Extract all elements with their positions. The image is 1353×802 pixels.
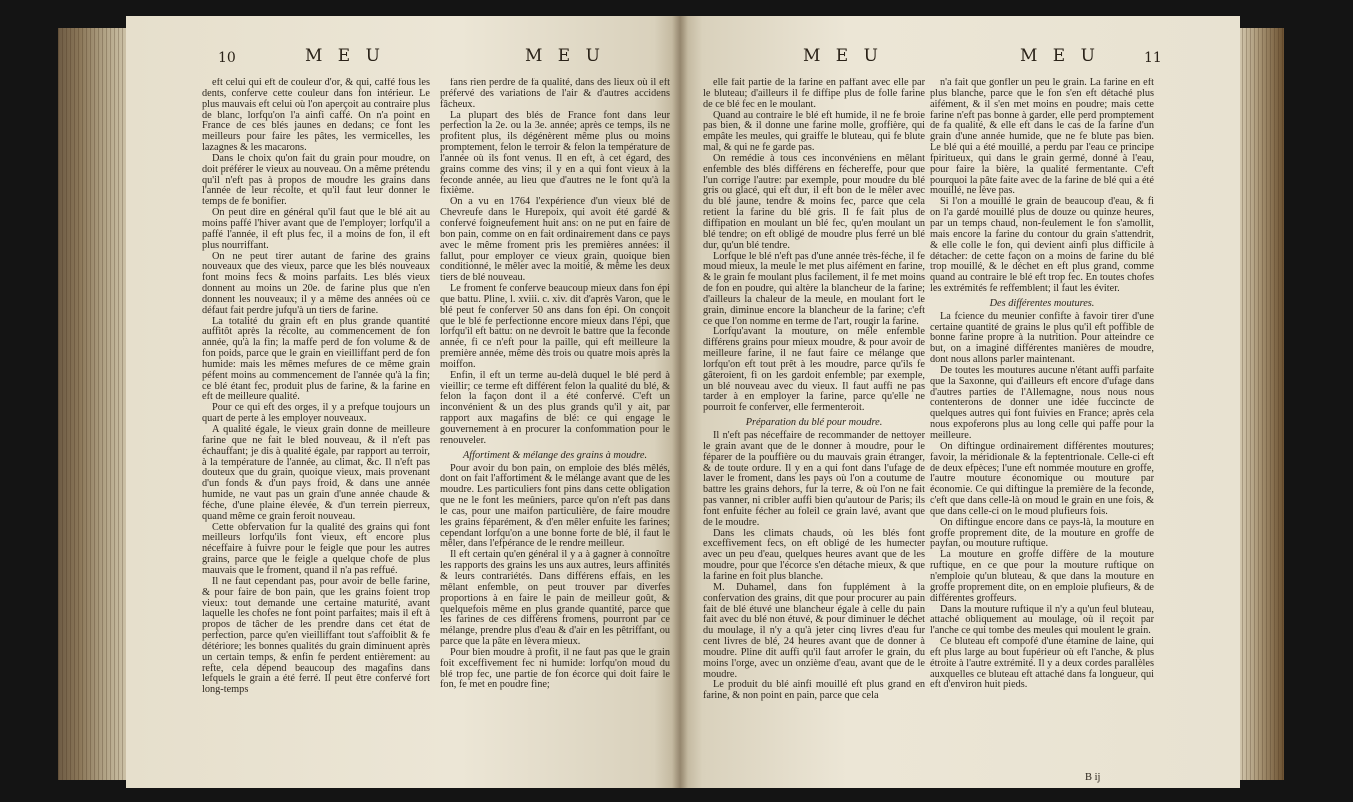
paragraph: On diftingue ordinairement différentes moutures; favoir, la méridionale & la feptentrionale. Celle-ci eft de deux efpèces; l'une eft nommée mouture en groffe, l'autre mouture économique ou mouture par économie. Ce qui diftingue la première de la feconde, c'eft que dans celle-là on moud le grain en une fois, & que dans celle-ci on le moud plufieurs fois. (930, 440, 1154, 517)
paragraph: Lorfqu'avant la mouture, on mêle enfemble différens grains pour mieux moudre, & pour avoir de meilleure farine, il ne faut faire ce mélange que lorfqu'on eft tout prêt à les moudre, parce qu'ils fe gâteroient, fi on les gardoit enfemble; par exemple, un blé nouveau avec du vieux. Il faut auffi ne pas tarder à en employer la farine, parce qu'elle ne pourroit fe conferver, elle fermenteroit. (703, 326, 925, 414)
paragraph: De toutes les moutures aucune n'étant auffi parfaite que la Saxonne, qui d'ailleurs eft encore d'ufage dans d'autres parties de l'Allemagne, nous nous nous contenterons de donner une idée fuccincte de quelques autres qui font fuivies en France; après cela nous expoferons plus au long celle qui paffe pour la meilleure. (930, 364, 1154, 441)
right-running-head: M E U (803, 46, 883, 66)
left-running-head-2: M E U (525, 46, 605, 66)
paragraph: La totalité du grain eft en plus grande quantité auffitôt après la récolte, au commencement de fon année, qu'à la fin; la maffe perd de fon volume & de fon poids, parce que le grain en vieilliffant perd de fon humide: mais les mêmes mefures de ce même grain péfent moins au commencement de l'année qu'à la fin; ce blé étant fec, produit plus de farine, & la farine en eft de meilleure qualité. (202, 315, 430, 403)
section-heading: Préparation du blé pour moudre. (745, 417, 883, 429)
book-gutter (672, 16, 688, 788)
paragraph: fans rien perdre de fa qualité, dans des lieux où il eft préfervé des variations de l'air & d'autres accidens fâcheux. (440, 78, 670, 110)
paragraph: La mouture en groffe diffère de la mouture ruftique, en ce que pour la mouture ruftique on n'emploie qu'un bluteau, & que dans la mouture en groffe proprement dite, on en emploie plufieurs, & de différentes groffeurs. (930, 549, 1154, 604)
paragraph: Enfin, il eft un terme au-delà duquel le blé perd à vieillir; ce terme eft différent felon la qualité du blé, & felon la façon dont il a été confervé. C'eft un inconvénient & un des plus grands qu'il y ait, par rapport aux magafins de blé: ce qui engage le gouvernement à en procurer la confommation pour le renouveler. (440, 369, 670, 446)
paragraph: Lorfque le blé n'eft pas d'une année très-féche, il fe moud mieux, la meule le met plus aifément en farine, & le grain fe moulant plus facilement, il fe met moins de fon en poudre, qui altère la blancheur de la farine; d'ailleurs la chaleur de la meule, en moulant fort le grain, diminue encore la blancheur de la farine; c'eft ce que l'on nomme en terme de l'art, rougir la farine. (703, 250, 925, 327)
paragraph: Ce bluteau eft compofé d'une étamine de laine, qui eft plus large au bout fupérieur où eft l'anche, & plus étroite à l'autre extrémité. Il y a deux cordes parallèles auxquelles ce bluteau eft attaché dans fa longueur, qui eft d'environ huit pieds. (930, 636, 1154, 691)
paragraph: La plupart des blés de France font dans leur perfection la 2e. ou la 3e. année; après ce temps, ils ne profitent plus, ils dégénèrent même plus ou moins promptement, felon le terroir & felon la température de l'année où ils font venus. Il en eft, à cet égard, des grains comme des vins; il y en a qui font vieux à la feconde année, au lieu que d'autres ne le font qu'à la fixième. (440, 109, 670, 197)
signature-mark: B ij (1085, 772, 1101, 783)
paragraph: Dans le choix qu'on fait du grain pour moudre, on doit préférer le vieux au nouveau. On a même prétendu qu'il n'eft pas à propos de moudre les grains dans l'année de leur récolte, et qu'il faut leur donner le temps de fe bonifier. (202, 152, 430, 208)
paragraph: Dans les climats chauds, où les blés font exceffivement fecs, on eft obligé de les humecter avec un peu d'eau, quelques heures avant que de les moudre, pour que l'écorce s'en détache mieux, & que la farine en foit plus blanche. (703, 527, 925, 582)
paragraph: On diftingue encore dans ce pays-là, la mouture en groffe proprement dite, de la mouture en groffe de payfan, ou mouture ruftique. (930, 516, 1154, 550)
left-page-number: 10 (218, 50, 236, 66)
paragraph: Il n'eft pas néceffaire de recommander de nettoyer le grain avant que de le donner à moudre, pour le féparer de la pouffière ou du mauvais grain étranger, & de toute ordure. Il y en a qui font dans l'ufage de laver le froment, dans les pays où l'on a coutume de battre les grains dehors, fur la terre, & où l'on ne fait pas vanner, ni cribler auffi bien qu'autour de Paris; ils font enfuite fécher au foleil ce grain lavé, avant que de le moudre. (703, 430, 925, 528)
paragraph: A qualité égale, le vieux grain donne de meilleure farine que ne fait le bled nouveau, & il n'eft pas échauffant; je dis à qualité égale, par rapport au terroir, à la température de l'année, au climat, &c. Il n'eft pas douteux que du grain, quoique vieux, mais provenant d'un fonds & d'un pays froid, & dans une année humide, ne vaut pas un grain d'une année chaude & féche, d'une plaine élevée, & d'un terrein pierreux, quand même ce grain feroit nouveau. (202, 424, 430, 522)
paragraph: elle fait partie de la farine en paffant avec elle par le bluteau; d'ailleurs il fe diffipe plus de folle farine de ce blé fec en le moulant. (703, 78, 925, 110)
paragraph: Pour ce qui eft des orges, il y a prefque toujours un quart de perte à les employer nouveaux. (202, 402, 430, 425)
paragraph: eft celui qui eft de couleur d'or, & qui, caffé fous les dents, conferve cette couleur dans fon intérieur. Le plus mauvais eft celui où l'on aperçoit au contraire plus de blanc, lorfqu'on l'a ainfi caffé. On n'a point en France de ces blés jaunes en dedans; ce font les meilleurs pour faire les pâtes, les vermicelles, les lazagnes & les macarons. (202, 78, 430, 154)
paragraph: On peut dire en général qu'il faut que le blé ait au moins paffé l'hiver avant que de l'employer; lorfqu'il a paffé l'année, il eft plus fec, il a moins de fon, il eft plus nourriffant. (202, 207, 430, 251)
paragraph: La fcience du meunier confifte à favoir tirer d'une certaine quantité de grains le plus qu'il eft poffible de bonne farine propre à la nutrition. Pour atteindre ce but, on a imaginé différentes manières de moudre, dont nous allons parler maintenant. (930, 310, 1154, 366)
paragraph: Si l'on a mouillé le grain de beaucoup d'eau, & fi on l'a gardé mouillé plus de douze ou quinze heures, par un temps chaud, non-feulement le fon s'amollit, mais encore la farine du contour du grain s'attendrit, & elle colle le fon, qui devient ainfi plus difficile à détacher: de cette façon on a moins de farine du blé trop mouillé, & le déchet en eft plus grand, comme quand au contraire le blé eft trop fec. En toutes chofes les extrémités fe reffemblent; il faut les éviter. (930, 196, 1154, 295)
paragraph: Pour bien moudre à profit, il ne faut pas que le grain foit exceffivement fec ni humide: lorfqu'on moud du blé trop fec, une partie de fon écorce qui doit faire le fon, fe met en poudre fine; (440, 646, 670, 691)
paragraph: Quand au contraire le blé eft humide, il ne fe broie pas bien, & il donne une farine molle, groffière, qui empâte les meules, qui graiffe le bluteau, qui fe blute mal, & qui ne fe garde pas. (703, 109, 925, 154)
paragraph: On ne peut tirer autant de farine des grains nouveaux que des vieux, parce que les blés nouveaux font moins fecs & moins parfaits. Les blés vieux donnent au moins un 20e. de farine plus que n'en donnent les nouveaux; il y a même des années où ce défaut fait perdre jufqu'à un tiers de farine. (202, 250, 430, 316)
paragraph: Cette obfervation fur la qualité des grains qui font meilleurs lorfqu'ils font vieux, eft encore plus néceffaire à fuivre pour le feigle que pour les autres grains, parce que le feigle a quelque chofe de plus mauvais que le froment, quand il n'a pas reffué. (202, 521, 430, 576)
paragraph: On a vu en 1764 l'expérience d'un vieux blé de Chevreufe dans le Hurepoix, qui avoit été gardé & confervé foigneufement huit ans: on ne put en faire de bon pain, comme on en fait ordinairement dans ce pays avec le même froment pris les premières années: il fallut, pour employer ce vieux grain, quoique bien conditionné, le mêler avec la moitié, & même les deux tiers de blé nouveau. (440, 196, 670, 284)
right-page-stack (1238, 28, 1284, 780)
paragraph: Le produit du blé ainfi mouillé eft plus grand en farine, & non point en pain, parce que cela (703, 679, 925, 702)
right-column-2 (930, 78, 1154, 778)
paragraph: Pour avoir du bon pain, on emploie des blés mêlés, dont on fait l'affortiment & le mélange avant que de les moudre. Les particuliers font pins dans cette obligation que ne le font les meûniers, parce qu'on n'eft pas dans le cas, pour une maifon particulière, de faire moudre les grains féparément, & d'en mêler enfuite les farines; cependant lorfqu'on a une bonne forte de blé, il faut le mêler, dans l'efpérance de le rendre meilleur. (440, 462, 670, 550)
left-page-stack (58, 28, 128, 780)
left-column-2 (440, 78, 670, 778)
section-heading: Affortiment & mélange des grains à moudre. (462, 449, 648, 461)
left-running-head: M E U (305, 46, 385, 66)
paragraph: Dans la mouture ruftique il n'y a qu'un feul bluteau, attaché obliquement au moulage, où il reçoit par l'anche ce qui tombe des meules qui moulent le grain. (930, 603, 1154, 637)
right-column-1 (703, 78, 925, 778)
right-page-number: 11 (1144, 50, 1162, 66)
left-column-1 (202, 78, 430, 778)
right-running-head-2: M E U (1020, 46, 1100, 66)
paragraph: n'a fait que gonfler un peu le grain. La farine en eft plus blanche, parce que le fon s'en eft détaché plus aifément, & il s'en met moins en poudre; mais cette farine n'eft pas bonne à garder, elle perd promptement de fa qualité, & elle eft dans le cas de la farine d'un grain d'une année humide, que ne fe blute pas bien. Le blé qui a été mouillé, a perdu par l'eau ce principe fpiritueux, qui dans le grain germé, donné à l'eau, pour faire la bière, la qualité fermentante. C'eft pourquoi la pâte faite avec de la farine de blé qui a été mouillé, ne lève pas. (930, 78, 1154, 197)
paragraph: Il eft certain qu'en général il y a à gagner à connoître les rapports des grains les uns aux autres, leurs affinités & leurs contrariétés. Dans différens effais, en les mêlant enfemble, on peut trouver par diverfes proportions à en faire le pain de meilleur goût, & quelquefois même en plus grande quantité, parce que les farines de ces différens fromens, pourront par ce mélange, prendre plus d'eau & d'air en les pêtriffant, ou parce que la pâte en lèvera mieux. (440, 549, 670, 648)
paragraph: Il ne faut cependant pas, pour avoir de belle farine, & pour faire de bon pain, que les grains foient trop vieux: tout demande une certaine maturité, avant laquelle les chofes ne font point parfaites; mais il eft à propos de tâcher de les prendre dans cet état de perfection, parce qu'en vieilliffant tout s'affoiblit & fe détériore; les bonnes qualités du grain diminuent après un certain temps, & enfin fe perdent entièrement: au refte, cela dépend beaucoup des magafins dans lefquels le grain a été ferré. Il peut être confervé fort long-temps (202, 575, 430, 696)
paragraph: On remédie à tous ces inconvéniens en mêlant enfemble des blés différens en féchereffe, pour que l'un corrige l'autre: par exemple, pour moudre du blé gris ou glacé, qui eft dur, il eft bon de le mêler avec du blé jaune, tendre & moins fec, parce que cela retient la farine du blé gris. Il fe fait plus de diffipation en moulant un blé fec, qu'en moulant un blé tendre; on eft obligé de moudre plus ferré un blé dur, qu'un blé tendre. (703, 152, 925, 251)
paragraph: Le froment fe conferve beaucoup mieux dans fon épi que battu. Pline, l. xviii. c. xiv. dit d'après Varon, que le blé peut fe conferver 50 ans dans fon épi. On conçoit que le blé fe perfectionne encore mieux dans l'épi, que lorfqu'il eft battu: on ne devroit le battre que la feconde année, fi ce n'eft pour la paille, qui eft meilleure la première année, même dès trois ou quatre mois après la moiffon. (440, 283, 670, 370)
paragraph: M. Duhamel, dans fon fupplément à la confervation des grains, dit que pour procurer au pain fait de blé étuvé une blancheur égale à celle du pain fait avec du blé non étuvé, & pour diminuer le déchet du moulage, il n'y a qu'à jeter cinq livres d'eau fur cent livres de blé, 24 heures avant que de donner à moudre. Pline dit auffi qu'il faut arrofer le grain, du moins l'orge, avec un onzième d'eau, avant que de le moudre. (703, 581, 925, 680)
right-header (0, 44, 1353, 70)
section-heading: Des différentes moutures. (989, 297, 1095, 309)
